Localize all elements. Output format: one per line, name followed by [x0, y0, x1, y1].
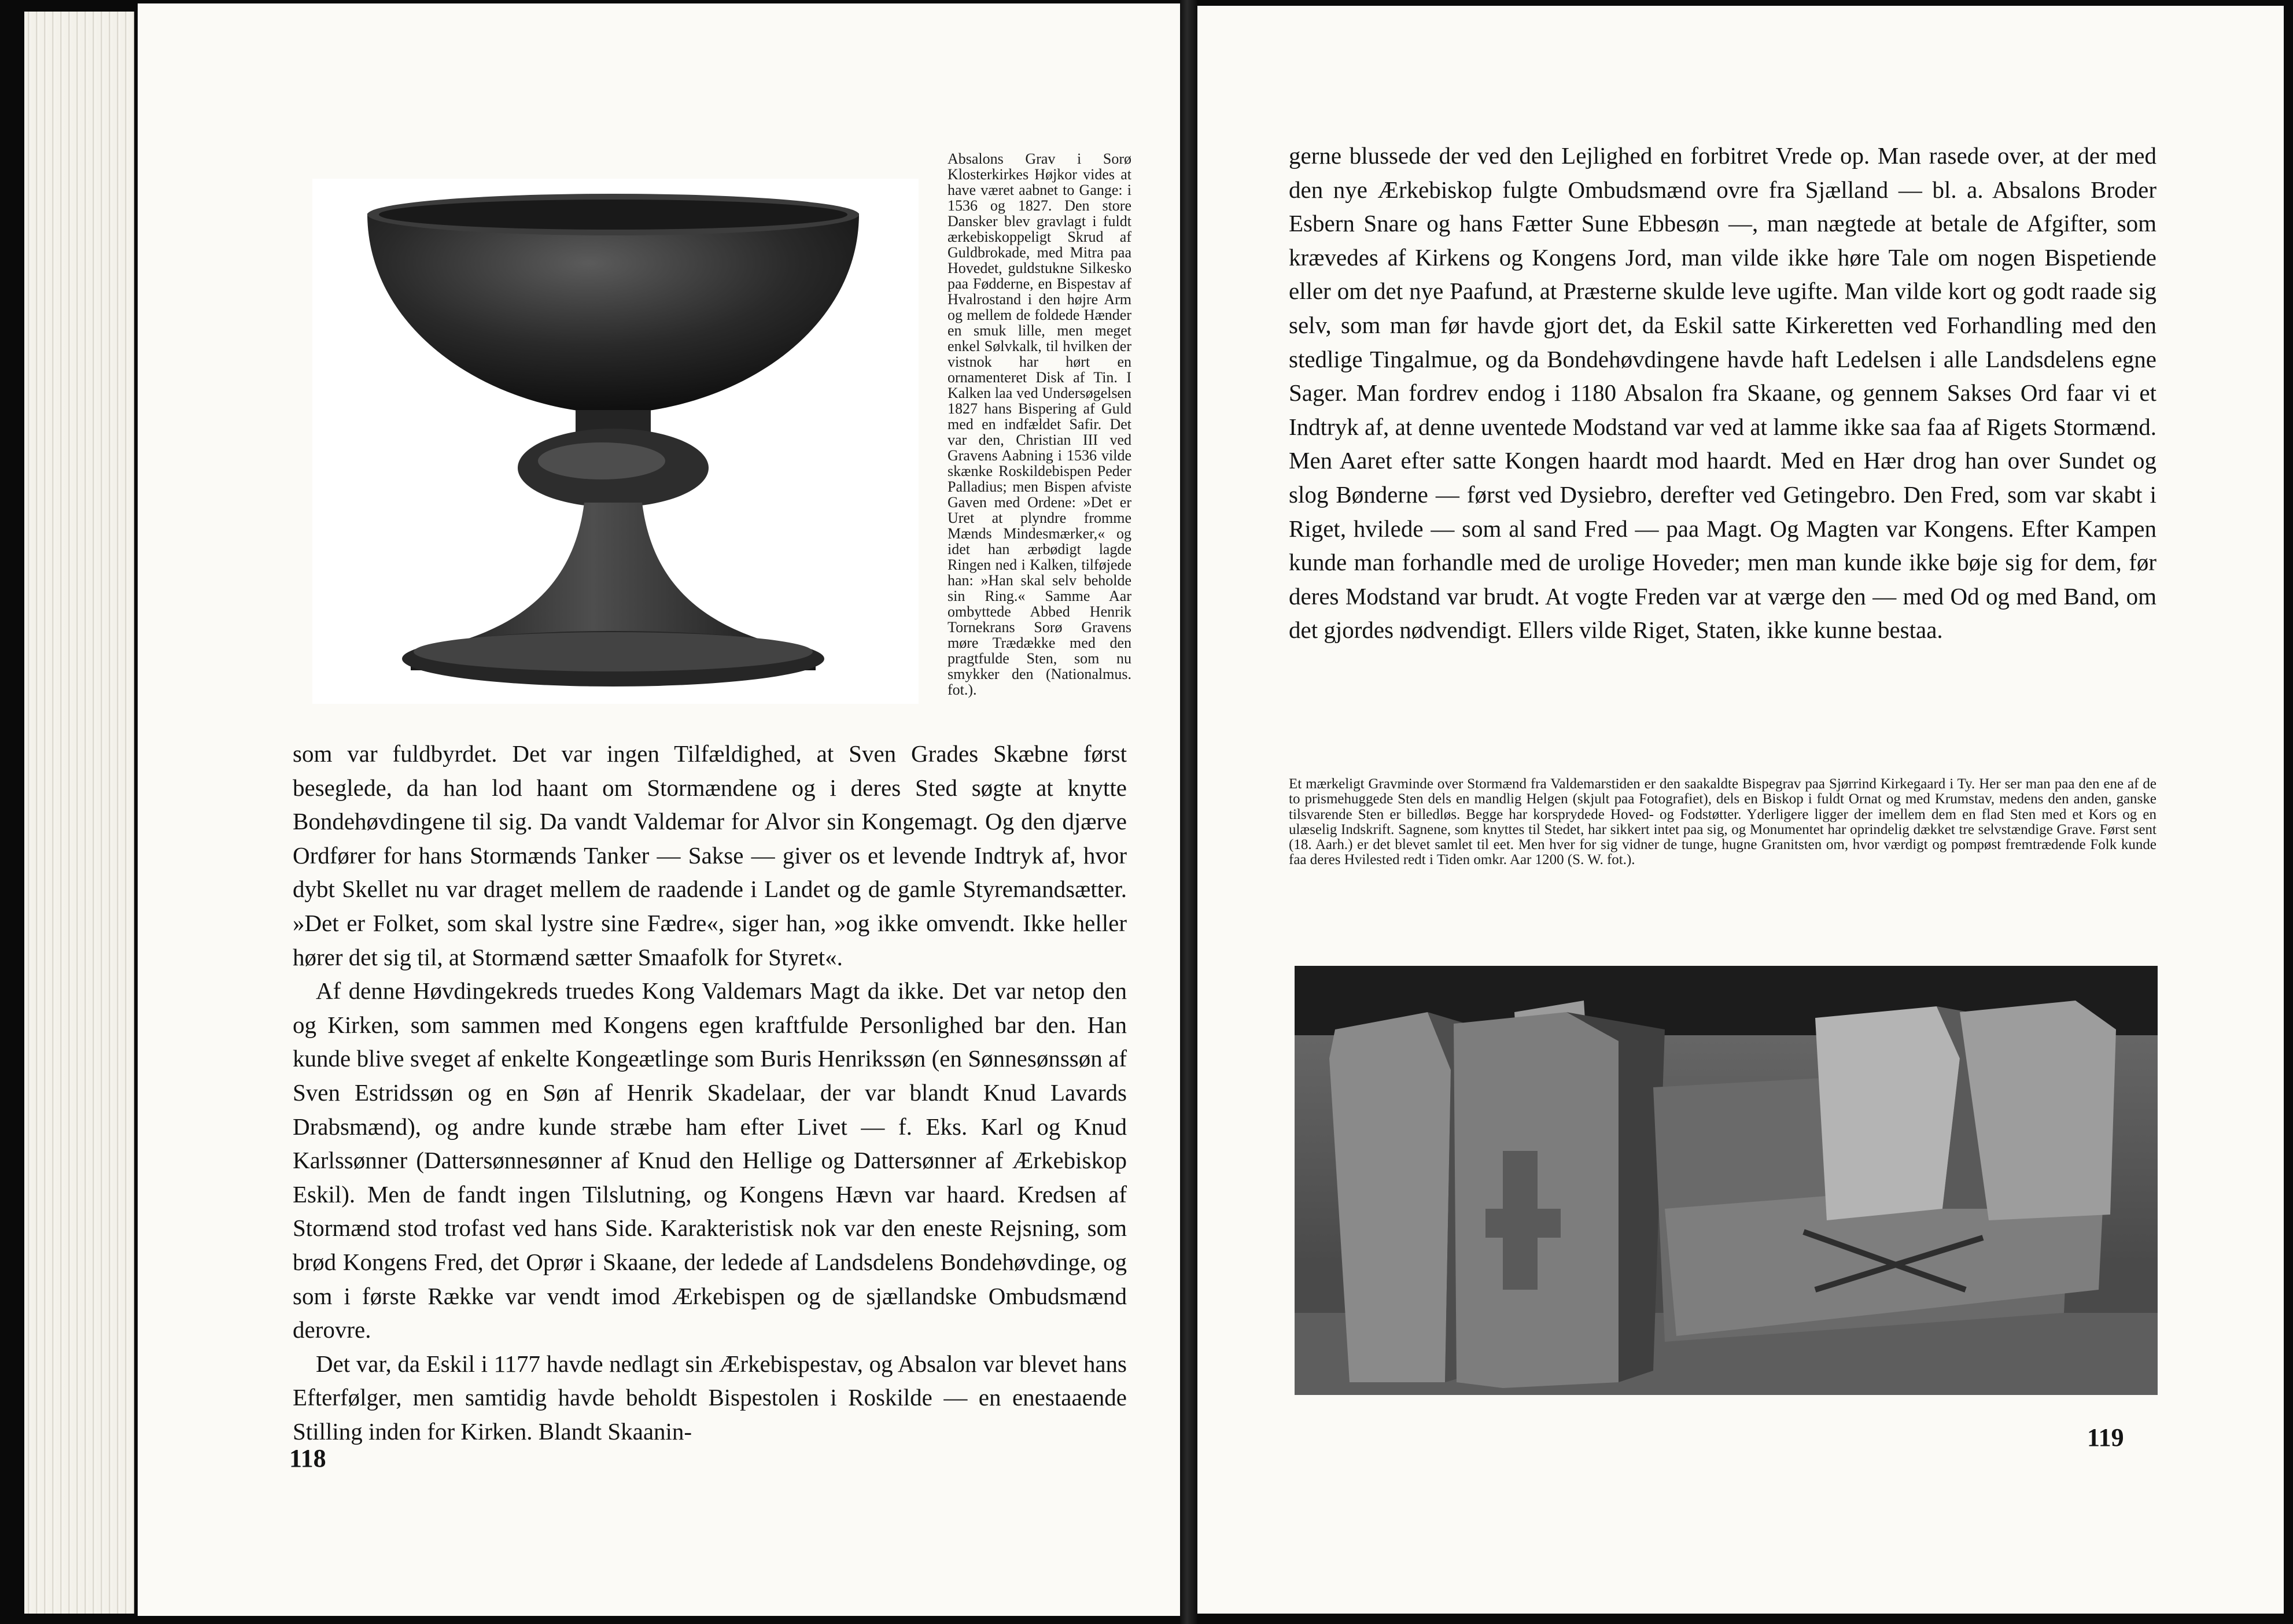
- gravestone-image: [1295, 966, 2158, 1395]
- chalice-photo: [312, 179, 919, 704]
- chalice-caption: Absalons Grav i Sorø Klosterkirkes Højkor vides at have været aabnet to Gange: i 1536 og 1827. Den store Dansker blev gravlagt i fuldt ærkebiskoppeligt Skrud af Guldbrokade, med Mitra paa Hovedet, guldstukne Silkesko paa Fødderne, en Bispestav af Hvalrostand i den højre Arm og mellem de foldede Hænder en smuk lille, men meget enkel Sølvkalk, til hvilken der vistnok har hørt en ornamenteret Disk af Tin. I Kalken laa ved Undersøgelsen 1827 hans Bispering af Guld med en indfældet Safir. Det var den, Christian III ved Gravens Aabning i 1536 vilde skænke Roskildebispen Peder Palladius; men Bispen afviste Gaven med Ordene: »Det er Uret at plyndre fromme Mænds Mindesmærker,« og idet han ærbødigt lagde Ringen ned i Kalken, tilføjede han: »Han skal selv beholde sin Ring.« Samme Aar ombyttede Abbed Henrik Tornekrans Sorø Gravens møre Trædække med den pragtfulde Sten, som nu smykker den (Nationalmus. fot.).: [948, 150, 1131, 698]
- chalice-image: [312, 179, 919, 704]
- left-paragraph-1: som var fuldbyrdet. Det var ingen Tilfældighed, at Sven Grades Skæbne først beseglede, da han lod haant om Stormændene og i deres Sted søgte at knytte Bondehøvdingene til sig. Da vandt Valdemar for Alvor sin Kongemagt. Og den djærve Ordfører for hans Stormænds Tanker — Sakse — giver os et levende Indtryk af, hvor dybt Skellet nu var draget mellem de raadende i Landet og de gamle Styremandsætter. »Det er Folket, som skal lystre sine Fædre«, siger han, »og ikke omvendt. Ikke heller hører det sig til, at Stormænd sætter Smaafolk for Styret«.: [293, 740, 1127, 970]
- right-body-text: [1289, 139, 2156, 647]
- gravestone-caption: Et mærkeligt Gravminde over Stormænd fra Valdemarstiden er den saakaldte Bispegrav paa Sjørrind Kirkegaard i Ty. Her ser man paa den ene af de to prismehuggede Sten dels en mandlig Helgen (skjult paa Fotografiet), dels en Biskop i fuldt Ornat og med Krumstav, medens den anden, ganske tilsvarende Sten er billedløs. Begge har korsprydede Hoved- og Fodstøtter. Yderligere ligger der imellem dem en flad Sten med et Kors og en ulæselig Indskrift. Sagnene, som knyttes til Stedet, har sikkert intet paa sig, og Monumentet har oprindelig dækket tre selvstændige Grave. Først sent (18. Aarh.) er det blevet samlet til eet. Men hver for sig vidner de tunge, hugne Granitsten om, hvor værdigt og pompøst fremtrædende Folk kunde faa deres Hvilested redt i Tiden omkr. Aar 1200 (S. W. fot.).: [1289, 776, 2156, 868]
- right-page: [1197, 6, 2284, 1614]
- left-page: [138, 3, 1180, 1616]
- left-paragraph-3: Det var, da Eskil i 1177 havde nedlagt sin Ærkebispestav, og Absalon var blevet hans Efterfølger, men samtidig havde beholdt Bispestolen i Roskilde — en enestaaende Stilling inden for Kirken. Blandt Skaanin-: [293, 1350, 1127, 1445]
- gravestone-photo: [1295, 966, 2158, 1395]
- book-spine: [1180, 0, 1197, 1624]
- left-body-text: [293, 737, 1127, 1448]
- left-paragraph-2: Af denne Høvdingekreds truedes Kong Valdemars Magt da ikke. Det var netop den og Kirken, som sammen med Kongens egen kraftfulde Personlighed bar den. Han kunde blive sveget af enkelte Kongeætlinge som Buris Henrikssøn (en Sønnesønssøn af Sven Estridssøn og en Søn af Henrik Skadelaar, der var blandt Knud Lavards Drabsmænd), og andre kunde stræbe ham efter Livet — f. Eks. Karl og Knud Karlssønner (Dattersønnesønner af Knud den Hellige og Dattersønner af Ærkebiskop Eskil). Men de fandt ingen Tilslutning, og Kongens Hævn var haard. Kredsen af Stormænd stod trofast ved hans Side. Karakteristisk nok var den eneste Rejsning, som brød Kongens Fred, det Oprør i Skaane, der ledede af Landsdelens Bondehøvdinge, og som i første Række var vendt imod Ærkebispen og de sjællandske Ombudsmænd derovre.: [293, 977, 1127, 1344]
- page-number-right: 119: [2087, 1423, 2124, 1452]
- page-edges: [24, 12, 134, 1614]
- page-number-left: 118: [289, 1444, 326, 1472]
- right-paragraph: gerne blussede der ved den Lejlighed en forbitret Vrede op. Man rasede over, at der med den nye Ærkebiskop fulgte Ombudsmænd ovre fra Sjælland — bl. a. Absalons Broder Esbern Snare og hans Fætter Sune Ebbesøn —, man nægtede at betale de Afgifter, som krævedes af Kirkens og Kongens Jord, man vilde ikke høre Tale om nogen Bispetiende eller om det nye Paafund, at Præsterne skulde leve ugifte. Man vilde kort og godt raade sig selv, som man før havde gjort det, da Eskil satte Kirkeretten ved Forhandling med den stedlige Tingalmue, og da Bondehøvdingene havde haft Ledelsen i alle Landsdelens egne Sager. Man fordrev endog i 1180 Absalon fra Skaane, og gennem Sakses Ord faar vi et Indtryk af, at denne uventede Modstand var ved at lamme ikke saa faa af Rigets Stormænd. Men Aaret efter satte Kongen haardt mod haardt. Med en Hær drog han over Sundet og slog Bønderne — først ved Dysiebro, derefter ved Getingebro. Den Fred, som var skabt i Riget, hvilede — som al sand Fred — paa Magt. Og Magten var Kongens. Efter Kampen kunde man forhandle med de urolige Hoveder; men man kunde ikke bøje sig for dem, før deres Modstand var brudt. At vogte Freden var at værge den — med Od og med Band, om det gjordes nødvendigt. Ellers vilde Riget, Staten, ikke kunne bestaa.: [1289, 142, 2156, 644]
